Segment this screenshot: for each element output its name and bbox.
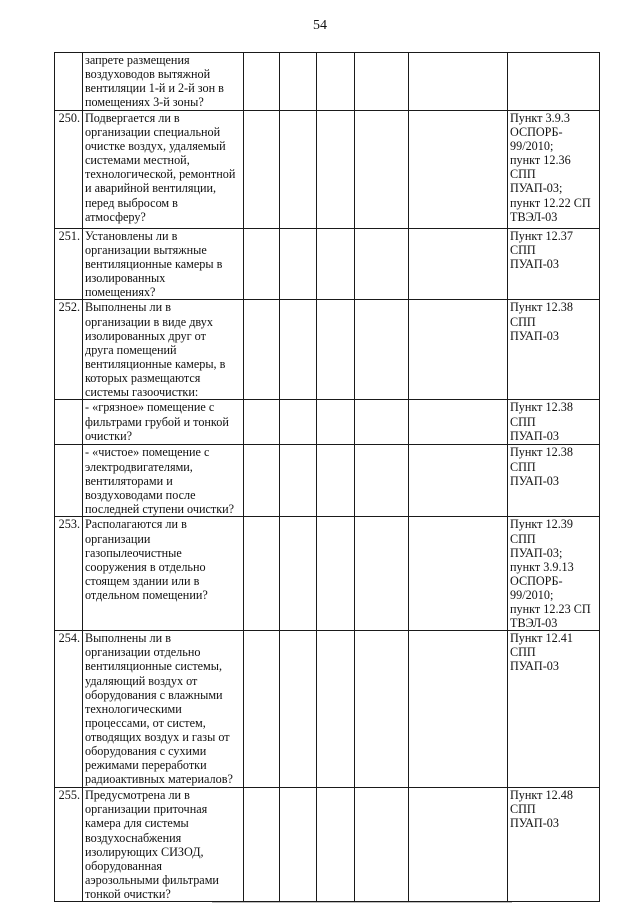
table-row [55,445,600,517]
empty-cell [244,229,280,300]
empty-cell [355,229,409,300]
question-cell: Подвергается ли в организации специальной очистке воздух, удаляемый системами местной, технологической, ремонтной и аварийной вентиляции, перед выбросом в атмосферу? [83,111,244,229]
empty-cell [280,300,317,400]
empty-cell [355,400,409,445]
checklist-table [54,52,600,902]
item-number: 253. [55,517,83,631]
reference-cell: Пункт 12.38 СПП ПУАП-03 [508,400,600,445]
empty-cell [409,229,508,300]
table-row [55,517,600,631]
item-number: 252. [55,300,83,400]
empty-cell [317,445,355,517]
item-number [55,400,83,445]
table-row [55,788,600,902]
empty-cell [409,300,508,400]
item-number: 254. [55,631,83,788]
empty-cell [355,631,409,788]
empty-cell [355,517,409,631]
item-number [55,445,83,517]
empty-cell [409,517,508,631]
empty-cell [244,400,280,445]
item-number [55,53,83,111]
item-number: 255. [55,788,83,902]
empty-cell [280,111,317,229]
empty-cell [317,53,355,111]
empty-cell [409,111,508,229]
empty-cell [244,517,280,631]
table-row [55,229,600,300]
reference-cell [508,53,600,111]
empty-cell [317,788,355,902]
empty-cell [244,788,280,902]
question-cell: - «грязное» помещение с фильтрами грубой и тонкой очистки? [83,400,244,445]
question-cell: Располагаются ли в организации газопылеочистные сооружения в отдельно стоящем здании или в отдельном помещении? [83,517,244,631]
reference-cell: Пункт 12.38 СПП ПУАП-03 [508,300,600,400]
empty-cell [280,517,317,631]
reference-cell: Пункт 12.39 СПП ПУАП-03; пункт 3.9.13 ОСПОРБ- 99/2010; пункт 12.23 СП ТВЭЛ-03 [508,517,600,631]
empty-cell [280,400,317,445]
empty-cell [280,631,317,788]
empty-cell [317,631,355,788]
empty-cell [409,400,508,445]
empty-cell [317,111,355,229]
empty-cell [409,53,508,111]
item-number: 250. [55,111,83,229]
empty-cell [244,111,280,229]
table-row [55,400,600,445]
table-row [55,631,600,788]
empty-cell [317,229,355,300]
empty-cell [280,53,317,111]
empty-cell [317,517,355,631]
empty-cell [409,788,508,902]
question-cell: Выполнены ли в организации в виде двух изолированных друг от друга помещений вентиляционные камеры, в которых размещаются системы газоочистки: [83,300,244,400]
question-cell: Выполнены ли в организации отдельно вентиляционные системы, удаляющий воздух от оборудования с влажными технологическими процессами, от систем, отводящих воздух и газы от оборудования с сухими режимами переработки радиоактивных материалов? [83,631,244,788]
table-row [55,300,600,400]
question-cell: - «чистое» помещение с электродвигателями, вентиляторами и воздуховодами после последней ступени очистки? [83,445,244,517]
empty-cell [355,445,409,517]
empty-cell [244,445,280,517]
scan-edge-line [212,902,512,903]
page-number: 54 [313,18,327,33]
empty-cell [355,111,409,229]
reference-cell: Пункт 12.38 СПП ПУАП-03 [508,445,600,517]
empty-cell [244,631,280,788]
empty-cell [244,53,280,111]
question-cell: запрете размещения воздуховодов вытяжной вентиляции 1-й и 2-й зон в помещениях 3-й зоны? [83,53,244,111]
reference-cell: Пункт 12.41 СПП ПУАП-03 [508,631,600,788]
empty-cell [355,300,409,400]
table-row [55,111,600,229]
table-row [55,53,600,111]
empty-cell [244,300,280,400]
empty-cell [355,788,409,902]
empty-cell [280,788,317,902]
reference-cell: Пункт 12.37 СПП ПУАП-03 [508,229,600,300]
question-cell: Предусмотрена ли в организации приточная камера для системы воздухоснабжения изолирующих СИЗОД, оборудованная аэрозольными фильтрами тонкой очистки? [83,788,244,902]
reference-cell: Пункт 12.48 СПП ПУАП-03 [508,788,600,902]
reference-cell: Пункт 3.9.3 ОСПОРБ- 99/2010; пункт 12.36 СПП ПУАП-03; пункт 12.22 СП ТВЭЛ-03 [508,111,600,229]
question-cell: Установлены ли в организации вытяжные вентиляционные камеры в изолированных помещениях? [83,229,244,300]
empty-cell [409,445,508,517]
empty-cell [280,445,317,517]
item-number: 251. [55,229,83,300]
empty-cell [409,631,508,788]
empty-cell [317,300,355,400]
empty-cell [317,400,355,445]
empty-cell [355,53,409,111]
empty-cell [280,229,317,300]
